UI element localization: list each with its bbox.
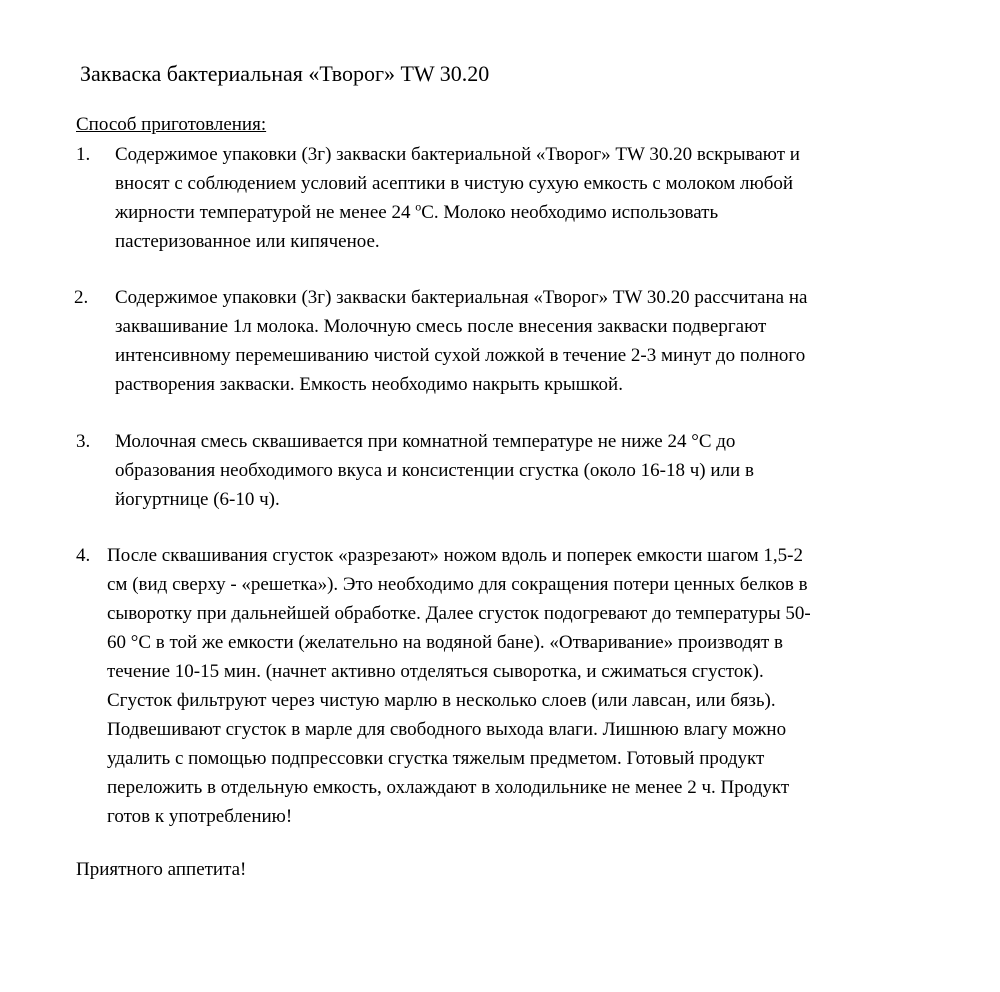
step-3-text [115,427,754,514]
step-1-line-start: жирности температурой не менее 24 [115,202,416,223]
step-2-number: 2. [74,287,89,308]
step-4-line: см (вид сверху - «решетка»). Это необходимо для сокращения потери ценных белков в [107,574,808,595]
step-3-line: йогуртнице (6-10 ч). [115,489,280,510]
step-3-line: Молочная смесь сквашивается при комнатной температуре не ниже 24 °С до [115,431,736,452]
step-2-line: заквашивание 1л молока. Молочную смесь после внесения закваски подвергают [115,316,767,337]
step-1-text [115,140,800,256]
document-title: Закваска бактериальная «Творог» TW 30.20 [80,61,490,86]
step-2-line: растворения закваски. Емкость необходимо накрыть крышкой. [115,374,623,395]
step-4-line: После сквашивания сгусток «разрезают» ножом вдоль и поперек емкости шагом 1,5-2 [107,545,804,566]
step-2-line: Содержимое упаковки (3г) закваски бактериальная «Творог» TW 30.20 рассчитана на [115,287,808,308]
step-4-line: Сгусток фильтруют через чистую марлю в несколько слоев (или лавсан, или бязь). [107,690,776,711]
step-2-line: интенсивному перемешиванию чистой сухой ложкой в течение 2-3 минут до полного [115,345,806,366]
step-4-number: 4. [76,545,91,566]
step-4-line: готов к употреблению! [107,806,293,827]
step-1-line: вносят с соблюдением условий асептики в чистую сухую емкость с молоком любой [115,173,794,194]
step-4-text [107,541,811,831]
step-3-line: образования необходимого вкуса и консистенции сгустка (около 16-18 ч) или в [115,460,754,481]
section-heading: Способ приготовления: [76,114,267,135]
step-1-line-end: С. Молоко необходимо использовать [421,202,719,223]
step-1-line [115,198,800,227]
step-4-line: удалить с помощью подпрессовки сгустка тяжелым предметом. Готовый продукт [107,748,765,769]
step-2-text [115,283,807,399]
step-1-number: 1. [76,144,91,165]
closing-line: Приятного аппетита! [76,859,247,880]
step-4-line: течение 10-15 мин. (начнет активно отделяться сыворотка, и сжиматься сгусток). [107,661,764,682]
step-1-line: пастеризованное или кипяченое. [115,231,380,252]
step-3-number: 3. [76,431,91,452]
degree-symbol: о [415,199,422,214]
step-4-line: переложить в отдельную емкость, охлаждают в холодильнике не менее 2 ч. Продукт [107,777,790,798]
step-1-line: Содержимое упаковки (3г) закваски бактериальной «Творог» TW 30.20 вскрывают и [115,144,800,165]
step-4-line: Подвешивают сгусток в марле для свободного выхода влаги. Лишнюю влагу можно [107,719,787,740]
step-4-line: сыворотку при дальнейшей обработке. Далее сгусток подогревают до температуры 50- [107,603,811,624]
step-4-line: 60 °С в той же емкости (желательно на водяной бане). «Отваривание» производят в [107,632,783,653]
